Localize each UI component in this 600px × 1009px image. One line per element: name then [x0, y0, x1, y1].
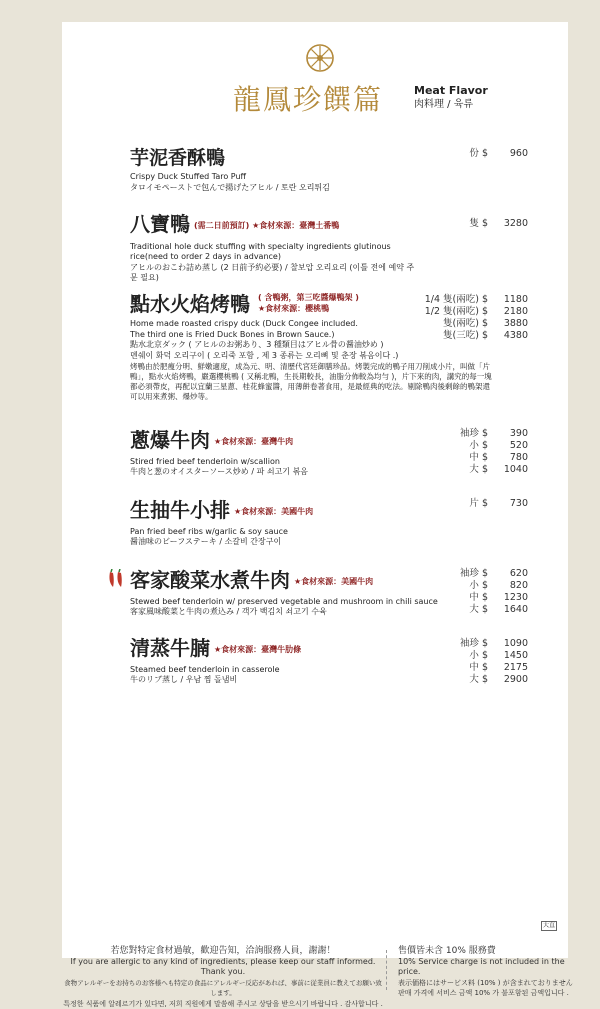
dish-name: 芋泥香酥鴨: [130, 146, 330, 170]
dish-note: ( 含鴨粥，第三吃醬爆鴨架 ): [258, 292, 359, 303]
dish-source: ★食材來源：美國牛肉: [234, 507, 313, 516]
menu-item-beef-ribs: [130, 498, 313, 548]
price-label: 中 $: [420, 452, 488, 464]
price-row: [420, 218, 528, 230]
price-label: 袖珍 $: [420, 568, 488, 580]
dish-desc-en: Stired fried beef tenderloin w/scallion: [130, 457, 308, 468]
menu-item-eight-treasure-duck: [130, 212, 420, 284]
dish-desc-en: Steamed beef tenderloin in casserole: [130, 665, 301, 676]
branch-badge: 大直: [541, 921, 557, 931]
price-list: [420, 568, 528, 616]
price-row: [420, 330, 528, 342]
allergy-notice-cn: 若您對特定食材過敏，歡迎告知，洽詢服務人員，謝謝！: [62, 946, 384, 957]
price-label: 片 $: [420, 498, 488, 510]
price-label: 1/4 隻(兩吃) $: [420, 294, 488, 306]
dish-desc-jp: 點水北京ダック ( アヒルのお粥あり、3 種類目はアヒル骨の醤油炒め ): [130, 340, 495, 351]
price-label: 份 $: [420, 148, 488, 160]
price-label: 中 $: [420, 592, 488, 604]
service-charge-cn: 售價皆未含 10% 服務費: [398, 946, 588, 957]
price-list: [420, 498, 528, 510]
price-label: 袖珍 $: [420, 638, 488, 650]
price-amount: 390: [490, 428, 528, 440]
price-amount: 1230: [490, 592, 528, 604]
dish-name: 清蒸牛腩: [130, 636, 210, 660]
price-amount: 1180: [490, 294, 528, 306]
price-label: 小 $: [420, 580, 488, 592]
price-amount: 3280: [490, 218, 528, 230]
dish-name: 蔥爆牛肉: [130, 428, 210, 452]
allergy-notice-jp: 食物アレルギーをお持ちのお客様へも特定の食品にアレルギー反応があれば、事前に従業員に教えてお願い致します。: [62, 978, 384, 999]
dish-desc-jp: 牛のリブ蒸し / 우남 찜 돌냄비: [130, 675, 301, 686]
price-row: [420, 498, 528, 510]
dish-source: ★食材來源：美國牛肉: [294, 577, 373, 586]
price-row: [420, 674, 528, 686]
dish-source: ★食材來源：櫻桃鴨: [258, 303, 359, 314]
price-amount: 520: [490, 440, 528, 452]
dish-desc-jp: タロイモペーストで包んで揚げたアヒル / 토란 오리튀김: [130, 183, 330, 194]
price-amount: 620: [490, 568, 528, 580]
menu-item-hakka-beef: [130, 568, 438, 618]
price-row: [420, 148, 528, 160]
price-amount: 730: [490, 498, 528, 510]
price-label: 1/2 隻(兩吃) $: [420, 306, 488, 318]
dish-story: 烤鴨由於肥瘦分明、鮮嫩適度，成為元、明、清歷代宮廷御膳珍品。烤製完成的鴨子用刀削成小片，叫做「片鴨」，點水火焰烤鴨，嚴選櫻桃鴨 ( 又稱北鴨，生長期較長，油脂分佈較為均勻 )，片下來的肉，講究的每一塊都必須帶皮，再配以宜蘭三星蔥、桂花蜂蜜醬，用薄餅卷著食用，是最經典的吃法。剔除鴨肉後剩餘的鴨架還可以用來煮粥、爆炒等。: [130, 362, 495, 402]
menu-item-taro-duck: [130, 146, 330, 193]
price-label: 隻 $: [420, 218, 488, 230]
price-amount: 2180: [490, 306, 528, 318]
price-amount: 1450: [490, 650, 528, 662]
service-charge-kr: 판매 가격에 서비스 금액 10% 가 불포함된 금액입니다 .: [398, 988, 588, 999]
menu-item-scallion-beef: [130, 428, 308, 478]
dish-name: 客家酸菜水煮牛肉: [130, 568, 290, 592]
allergy-notice-en: If you are allergic to any kind of ingredients, please keep our staff informed. Thank you.: [62, 957, 384, 978]
price-label: 小 $: [420, 440, 488, 452]
price-amount: 1640: [490, 604, 528, 616]
allergy-notice-kr: 특정한 식품에 알레르기가 있다면, 저희 직원에게 말씀해 주시고 상담을 받으시기 바랍니다 . 감사합니다 .: [62, 999, 384, 1009]
price-row: [420, 452, 528, 464]
price-row: [420, 580, 528, 592]
dish-desc-jp: 醤油味のビーフステーキ / 소갈비 간장구이: [130, 537, 313, 548]
price-list: [420, 148, 528, 160]
dish-desc-en: Traditional hole duck stuffing with specialty ingredients glutinous rice(need to order 2 days in advance): [130, 242, 420, 263]
price-label: 大 $: [420, 604, 488, 616]
restaurant-logo-icon: [305, 43, 335, 73]
price-row: [420, 294, 528, 306]
dish-name: 生抽牛小排: [130, 498, 230, 522]
price-list: [420, 428, 528, 476]
price-label: 隻(三吃) $: [420, 330, 488, 342]
price-label: 隻(兩吃) $: [420, 318, 488, 330]
price-row: [420, 568, 528, 580]
dish-desc-jp: アヒルのおこわ詰め蒸し (2 日前予約必要) / 찰보압 오리요리 (이틀 전에 예약 주문 필요): [130, 263, 420, 284]
price-row: [420, 306, 528, 318]
price-label: 小 $: [420, 650, 488, 662]
price-label: 大 $: [420, 464, 488, 476]
dish-name: 八寶鴨: [130, 212, 190, 236]
price-row: [420, 604, 528, 616]
dish-desc-en: Crispy Duck Stuffed Taro Puff: [130, 172, 330, 183]
price-row: [420, 428, 528, 440]
price-row: [420, 650, 528, 662]
dish-source: (需二日前預訂) ★食材來源：臺灣土番鴨: [194, 221, 339, 230]
price-amount: 2900: [490, 674, 528, 686]
price-row: [420, 318, 528, 330]
price-row: [420, 464, 528, 476]
footer-divider: [386, 950, 388, 990]
dish-source: ★食材來源：臺灣牛肋條: [214, 645, 301, 654]
price-amount: 1090: [490, 638, 528, 650]
dish-desc-jp: 牛肉と葱のオイスターソース炒め / 파 쇠고기 볶음: [130, 467, 308, 478]
price-amount: 960: [490, 148, 528, 160]
price-amount: 1040: [490, 464, 528, 476]
price-amount: 820: [490, 580, 528, 592]
menu-item-steamed-brisket: [130, 636, 301, 686]
price-row: [420, 662, 528, 674]
price-label: 中 $: [420, 662, 488, 674]
price-label: 袖珍 $: [420, 428, 488, 440]
price-row: [420, 638, 528, 650]
price-list: [420, 638, 528, 686]
dish-name: 點水火焰烤鴨: [130, 292, 250, 316]
service-charge-en: 10% Service charge is not included in the price.: [398, 957, 588, 978]
section-title-en: Meat Flavor: [414, 84, 488, 98]
price-list: [420, 294, 528, 342]
dish-desc-en: Stewed beef tenderloin w/ preserved vegetable and mushroom in chili sauce: [130, 597, 438, 608]
price-amount: 4380: [490, 330, 528, 342]
section-subtitle: 肉料理 / 육류: [414, 98, 473, 112]
price-amount: 3880: [490, 318, 528, 330]
dish-desc-en: Pan fried beef ribs w/garlic & soy sauce: [130, 527, 313, 538]
price-list: [420, 218, 528, 230]
price-amount: 780: [490, 452, 528, 464]
chili-pepper-icon: [106, 569, 128, 589]
dish-desc-en: Home made roasted crispy duck (Duck Congee included. The third one is Fried Duck Bones in Brown Sauce.): [130, 319, 360, 340]
dish-desc-jp: 客家風味酸菜と牛肉の煮込み / 객가 백김치 쇠고기 수육: [130, 607, 438, 618]
section-title: 龍鳳珍饌篇: [233, 84, 383, 116]
service-charge-notice: [398, 946, 588, 999]
price-amount: 2175: [490, 662, 528, 674]
dish-desc-kr: 뎬쉐이 화덕 오리구이 ( 오리죽 포함 , 제 3 종류는 오리뼈 및 춘장 볶음이다 .): [130, 351, 495, 362]
price-row: [420, 440, 528, 452]
dish-source: ★食材來源：臺灣牛肉: [214, 437, 293, 446]
service-charge-jp: 表示価格にはサービス料 (10% ) が含まれておりません: [398, 978, 588, 989]
price-row: [420, 592, 528, 604]
price-label: 大 $: [420, 674, 488, 686]
